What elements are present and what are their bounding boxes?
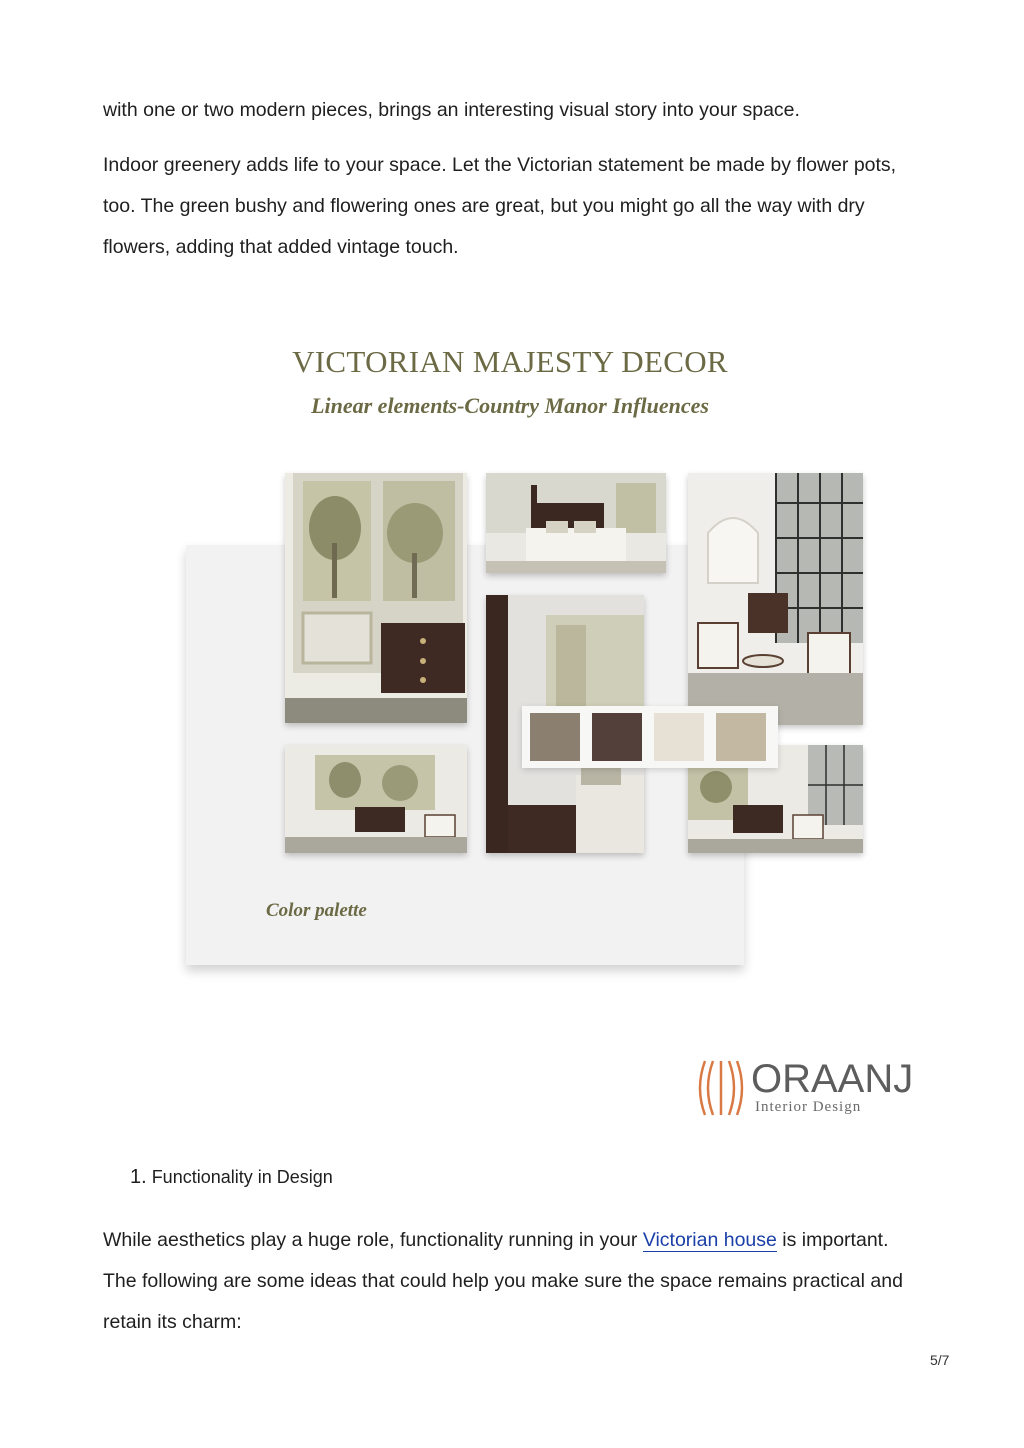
color-swatch-cream xyxy=(654,713,704,761)
color-swatch-taupe xyxy=(530,713,580,761)
paragraph-greenery: Indoor greenery adds life to your space. Let the Victorian statement be made by flower pots, too. The green bushy and flowering ones are great, but you might go all the way with dry flowers, adding that added vintage touch. xyxy=(103,154,897,258)
list-item xyxy=(130,1166,333,1189)
paragraph-text-end: is important. The following are some ideas that could help you make sure the space remains practical and retain its charm: xyxy=(103,1229,903,1333)
list-item-number: 1. xyxy=(130,1166,147,1188)
room-photo-small-left xyxy=(285,745,467,853)
color-swatch-strip xyxy=(522,706,778,768)
list-item-text: Functionality in Design xyxy=(151,1167,333,1187)
paragraph-intro: with one or two modern pieces, brings an interesting visual story into your space. xyxy=(103,99,800,121)
paragraph-text-start: While aesthetics play a huge role, functionality running in your xyxy=(103,1229,643,1251)
color-swatch-brown xyxy=(592,713,642,761)
moodboard-title: VICTORIAN MAJESTY DECOR xyxy=(292,344,728,379)
victorian-house-link[interactable]: Victorian house xyxy=(642,1229,777,1251)
logo-wordmark: ORAANJ xyxy=(751,1057,914,1101)
room-photo-panel-wall xyxy=(285,473,467,723)
logo-tagline: Interior Design xyxy=(755,1099,862,1115)
moodboard-subtitle: Linear elements-Country Manor Influences xyxy=(311,393,709,418)
moodboard-image xyxy=(170,330,890,1010)
color-palette-label: Color palette xyxy=(266,900,367,921)
oraanj-logo xyxy=(693,1057,914,1119)
color-swatch-beige xyxy=(716,713,766,761)
logo-mark-icon xyxy=(693,1057,753,1119)
room-photo-bedroom xyxy=(486,473,666,573)
paragraph-functionality xyxy=(103,1220,923,1343)
page-number: 5/7 xyxy=(930,1352,950,1368)
room-photo-sitting-room xyxy=(688,473,863,725)
